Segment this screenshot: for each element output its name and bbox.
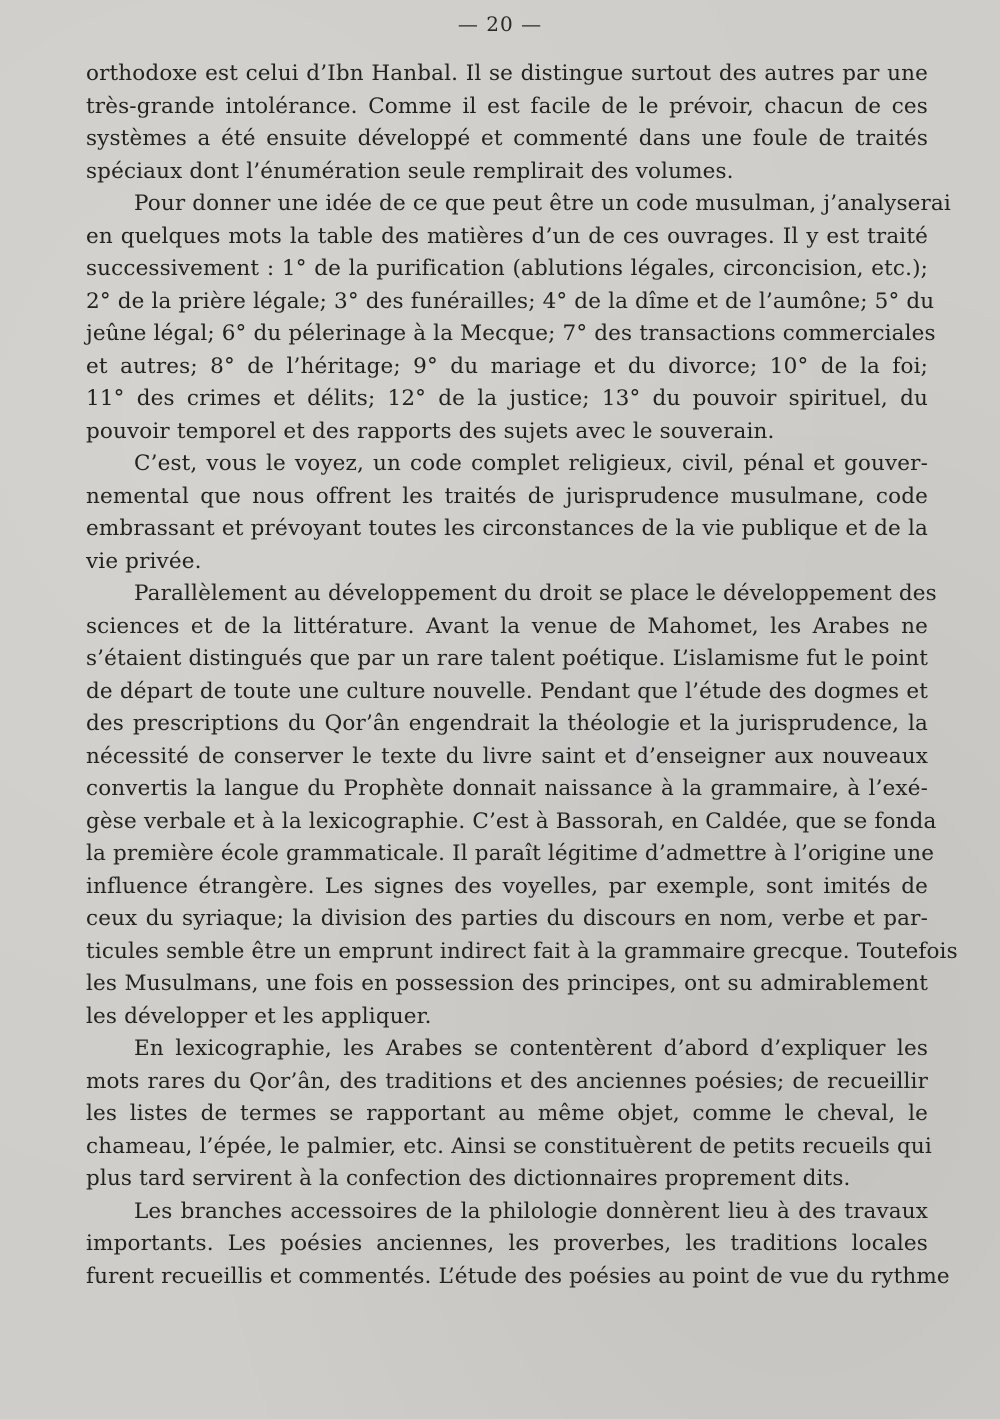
text-line: les listes de termes se rapportant au même objet, comme le cheval, le (86, 1101, 928, 1126)
text-line: spéciaux dont l’énumération seule remplirait des volumes. (86, 158, 734, 184)
body-text (86, 58, 958, 1293)
text-line: les développer et les appliquer. (86, 1003, 432, 1029)
text-line-content: Pour donner une idée de ce que peut être un code musulman, j’analyserai (134, 191, 951, 216)
text-line: nemental que nous offrent les traités de jurisprudence musulmane, code (86, 483, 928, 509)
text-line (86, 1033, 928, 1066)
text-line: et autres; 8° de l’héritage; 9° du mariage et du divorce; 10° de la foi; (86, 353, 928, 379)
text-line: 11° des crimes et délits; 12° de la justice; 13° du pouvoir spirituel, du (86, 386, 928, 411)
text-line: importants. Les poésies anciennes, les proverbes, les traditions locales (86, 1231, 928, 1256)
paragraph (86, 578, 958, 1033)
text-line: mots rares du Qor’ân, des traditions et des anciennes poésies; de recueillir (86, 1068, 928, 1094)
text-line: ticules semble être un emprunt indirect fait à la grammaire grecque. Toutefois (86, 938, 958, 964)
paragraph (86, 58, 928, 188)
text-line: embrassant et prévoyant toutes les circonstances de la vie publique et de la (86, 516, 928, 541)
text-line: gèse verbale et à la lexicographie. C’est à Bassorah, en Caldée, que se fonda (86, 808, 937, 834)
text-line: successivement : 1° de la purification (ablutions légales, circoncision, etc.); (86, 256, 928, 281)
text-line: vie privée. (86, 548, 202, 574)
text-line (86, 188, 951, 221)
text-line: la première école grammaticale. Il paraît légitime d’admettre à l’origine une (86, 841, 935, 866)
page-number: — 20 — (457, 12, 543, 36)
text-line: chameau, l’épée, le palmier, etc. Ainsi se constituèrent de petits recueils qui (86, 1133, 932, 1159)
text-line-content: En lexicographie, les Arabes se contentèrent d’abord d’expliquer les (134, 1036, 928, 1061)
paragraph (86, 188, 951, 448)
text-line: furent recueillis et commentés. L’étude des poésies au point de vue du rythme (86, 1263, 950, 1289)
text-line: ceux du syriaque; la division des parties du discours en nom, verbe et par- (86, 906, 928, 931)
text-line: sciences et de la littérature. Avant la venue de Mahomet, les Arabes ne (86, 613, 928, 639)
text-line: de départ de toute une culture nouvelle. Pendant que l’étude des dogmes et (86, 678, 928, 704)
text-line: plus tard servirent à la confection des dictionnaires proprement dits. (86, 1166, 851, 1191)
text-line: influence étrangère. Les signes des voyelles, par exemple, sont imités de (86, 873, 928, 899)
text-line: convertis la langue du Prophète donnait naissance à la grammaire, à l’exé- (86, 776, 928, 801)
text-line (86, 448, 928, 481)
text-line-content: C’est, vous le voyez, un code complet religieux, civil, pénal et gouver- (134, 451, 928, 476)
text-line: systèmes a été ensuite développé et commenté dans une foule de traités (86, 126, 928, 151)
text-line: pouvoir temporel et des rapports des sujets avec le souverain. (86, 418, 775, 444)
paragraph (86, 448, 928, 578)
text-line: jeûne légal; 6° du pélerinage à la Mecque; 7° des transactions commerciales (86, 321, 936, 346)
text-line-content: Parallèlement au développement du droit se place le développement des (134, 581, 937, 606)
text-line: s’étaient distingués que par un rare talent poétique. L’islamisme fut le point (86, 646, 928, 671)
paragraph (86, 1033, 932, 1196)
text-line: nécessité de conserver le texte du livre saint et d’enseigner aux nouveaux (86, 743, 928, 769)
text-line-content: Les branches accessoires de la philologie donnèrent lieu à des travaux (134, 1198, 928, 1224)
text-line: en quelques mots la table des matières d’un de ces ouvrages. Il y est traité (86, 223, 928, 249)
text-line: les Musulmans, une fois en possession des principes, ont su admirablement (86, 971, 928, 996)
text-line (86, 578, 937, 611)
text-line: 2° de la prière légale; 3° des funérailles; 4° de la dîme et de l’aumône; 5° du (86, 288, 935, 314)
text-line: orthodoxe est celui d’Ibn Hanbal. Il se distingue surtout des autres par une (86, 61, 928, 86)
text-line: des prescriptions du Qor’ân engendrait la théologie et la jurisprudence, la (86, 711, 928, 736)
paragraph (86, 1196, 950, 1294)
text-line (86, 1196, 928, 1229)
text-line: très-grande intolérance. Comme il est facile de le prévoir, chacun de ces (86, 93, 928, 119)
